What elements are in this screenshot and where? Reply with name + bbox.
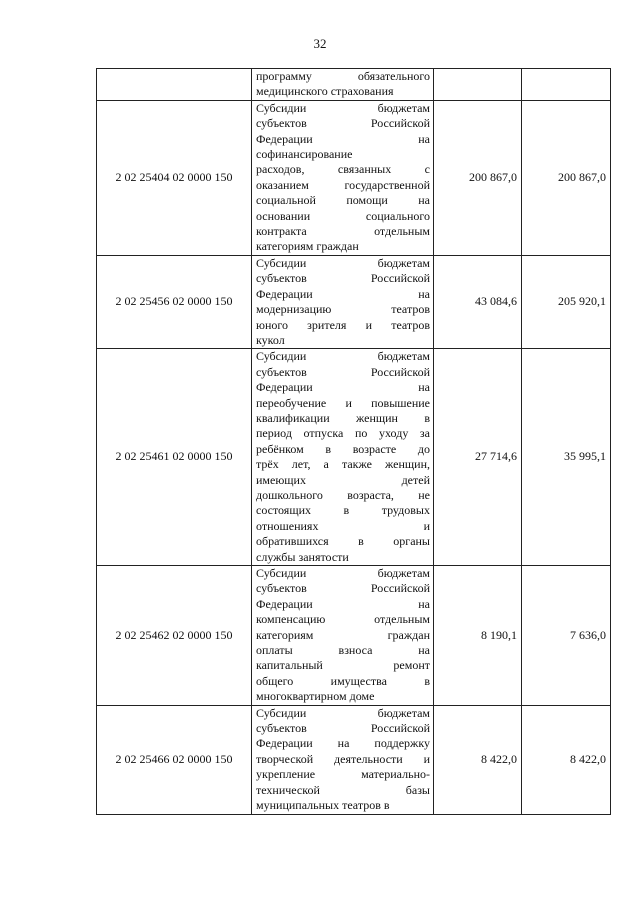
description-line: квалификации женщин в (256, 410, 430, 425)
table-row (97, 69, 611, 101)
amount-cell-2: 8 422,0 (522, 705, 611, 814)
description-line: переобучение и повышение (256, 395, 430, 410)
description-cell (252, 705, 434, 814)
description-line: юного зрителя и театров (256, 317, 430, 332)
description-line: Федерации на (256, 286, 430, 301)
budget-code-cell: 2 02 25462 02 0000 150 (97, 566, 252, 706)
description-cell (252, 69, 434, 101)
amount-cell-1: 43 084,6 (434, 255, 522, 348)
description-line: Субсидии бюджетам (256, 255, 430, 270)
description-line: субъектов Российской (256, 364, 430, 379)
description-line: Федерации на (256, 131, 430, 146)
budget-code-cell: 2 02 25461 02 0000 150 (97, 349, 252, 566)
description-line: основании социального (256, 208, 430, 223)
description-line: субъектов Российской (256, 581, 430, 596)
budget-code-cell: 2 02 25456 02 0000 150 (97, 255, 252, 348)
description-cell (252, 566, 434, 706)
amount-cell-2: 7 636,0 (522, 566, 611, 706)
description-line: Субсидии бюджетам (256, 705, 430, 720)
description-line: муниципальных театров в (256, 798, 390, 813)
table-row (97, 100, 611, 255)
description-line: оказанием государственной (256, 177, 430, 192)
page-number: 32 (313, 36, 327, 51)
description-line: дошкольного возраста, не (256, 487, 430, 502)
table-row (97, 349, 611, 566)
description-line: Федерации на (256, 380, 430, 395)
amount-cell-1: 200 867,0 (434, 100, 522, 255)
description-line: расходов, связанных с (256, 162, 430, 177)
description-line: общего имущества в (256, 673, 430, 688)
description-line: субъектов Российской (256, 721, 430, 736)
description-cell (252, 349, 434, 566)
description-line: социальной помощи на (256, 193, 430, 208)
table-row (97, 566, 611, 706)
description-line: творческой деятельности и (256, 751, 430, 766)
description-line: Субсидии бюджетам (256, 566, 430, 580)
amount-cell-1 (434, 69, 522, 101)
amount-cell-2: 200 867,0 (522, 100, 611, 255)
description-line: Федерации на (256, 596, 430, 611)
amount-cell-1: 8 422,0 (434, 705, 522, 814)
description-line: Федерации на поддержку (256, 736, 430, 751)
amount-cell-2 (522, 69, 611, 101)
description-line: субъектов Российской (256, 271, 430, 286)
amount-cell-1: 8 190,1 (434, 566, 522, 706)
description-line: программу обязательного (256, 69, 430, 83)
description-line: контракта отдельным (256, 224, 430, 239)
description-line: отношениях и (256, 518, 430, 533)
description-line: ребёнком в возрасте до (256, 441, 430, 456)
description-line: категориям граждан (256, 239, 359, 254)
description-line: софинансирование (256, 147, 353, 162)
description-line: состоящих в трудовых (256, 503, 430, 518)
table-body (97, 69, 611, 815)
budget-code-cell (97, 69, 252, 101)
description-line: укрепление материально- (256, 767, 430, 782)
description-line: технической базы (256, 782, 430, 797)
description-line: категориям граждан (256, 627, 430, 642)
description-line: имеющих детей (256, 472, 430, 487)
description-line: Субсидии бюджетам (256, 349, 430, 364)
description-line: многоквартирном доме (256, 689, 375, 704)
description-line: кукол (256, 332, 285, 347)
description-cell (252, 100, 434, 255)
table-row (97, 705, 611, 814)
description-line: оплаты взноса на (256, 643, 430, 658)
description-cell (252, 255, 434, 348)
amount-cell-2: 205 920,1 (522, 255, 611, 348)
description-line: медицинского страхования (256, 84, 394, 99)
description-line: субъектов Российской (256, 116, 430, 131)
description-line: обратившихся в органы (256, 534, 430, 549)
budget-code-cell: 2 02 25404 02 0000 150 (97, 100, 252, 255)
amount-cell-2: 35 995,1 (522, 349, 611, 566)
table-row (97, 255, 611, 348)
amount-cell-1: 27 714,6 (434, 349, 522, 566)
description-line: капитальный ремонт (256, 658, 430, 673)
description-line: период отпуска по уходу за (256, 426, 430, 441)
description-line: модернизацию театров (256, 302, 430, 317)
description-line: Субсидии бюджетам (256, 100, 430, 115)
description-line: трёх лет, а также женщин, (256, 457, 430, 472)
description-line: службы занятости (256, 549, 349, 564)
budget-code-cell: 2 02 25466 02 0000 150 (97, 705, 252, 814)
budget-table (96, 68, 611, 815)
description-line: компенсацию отдельным (256, 612, 430, 627)
